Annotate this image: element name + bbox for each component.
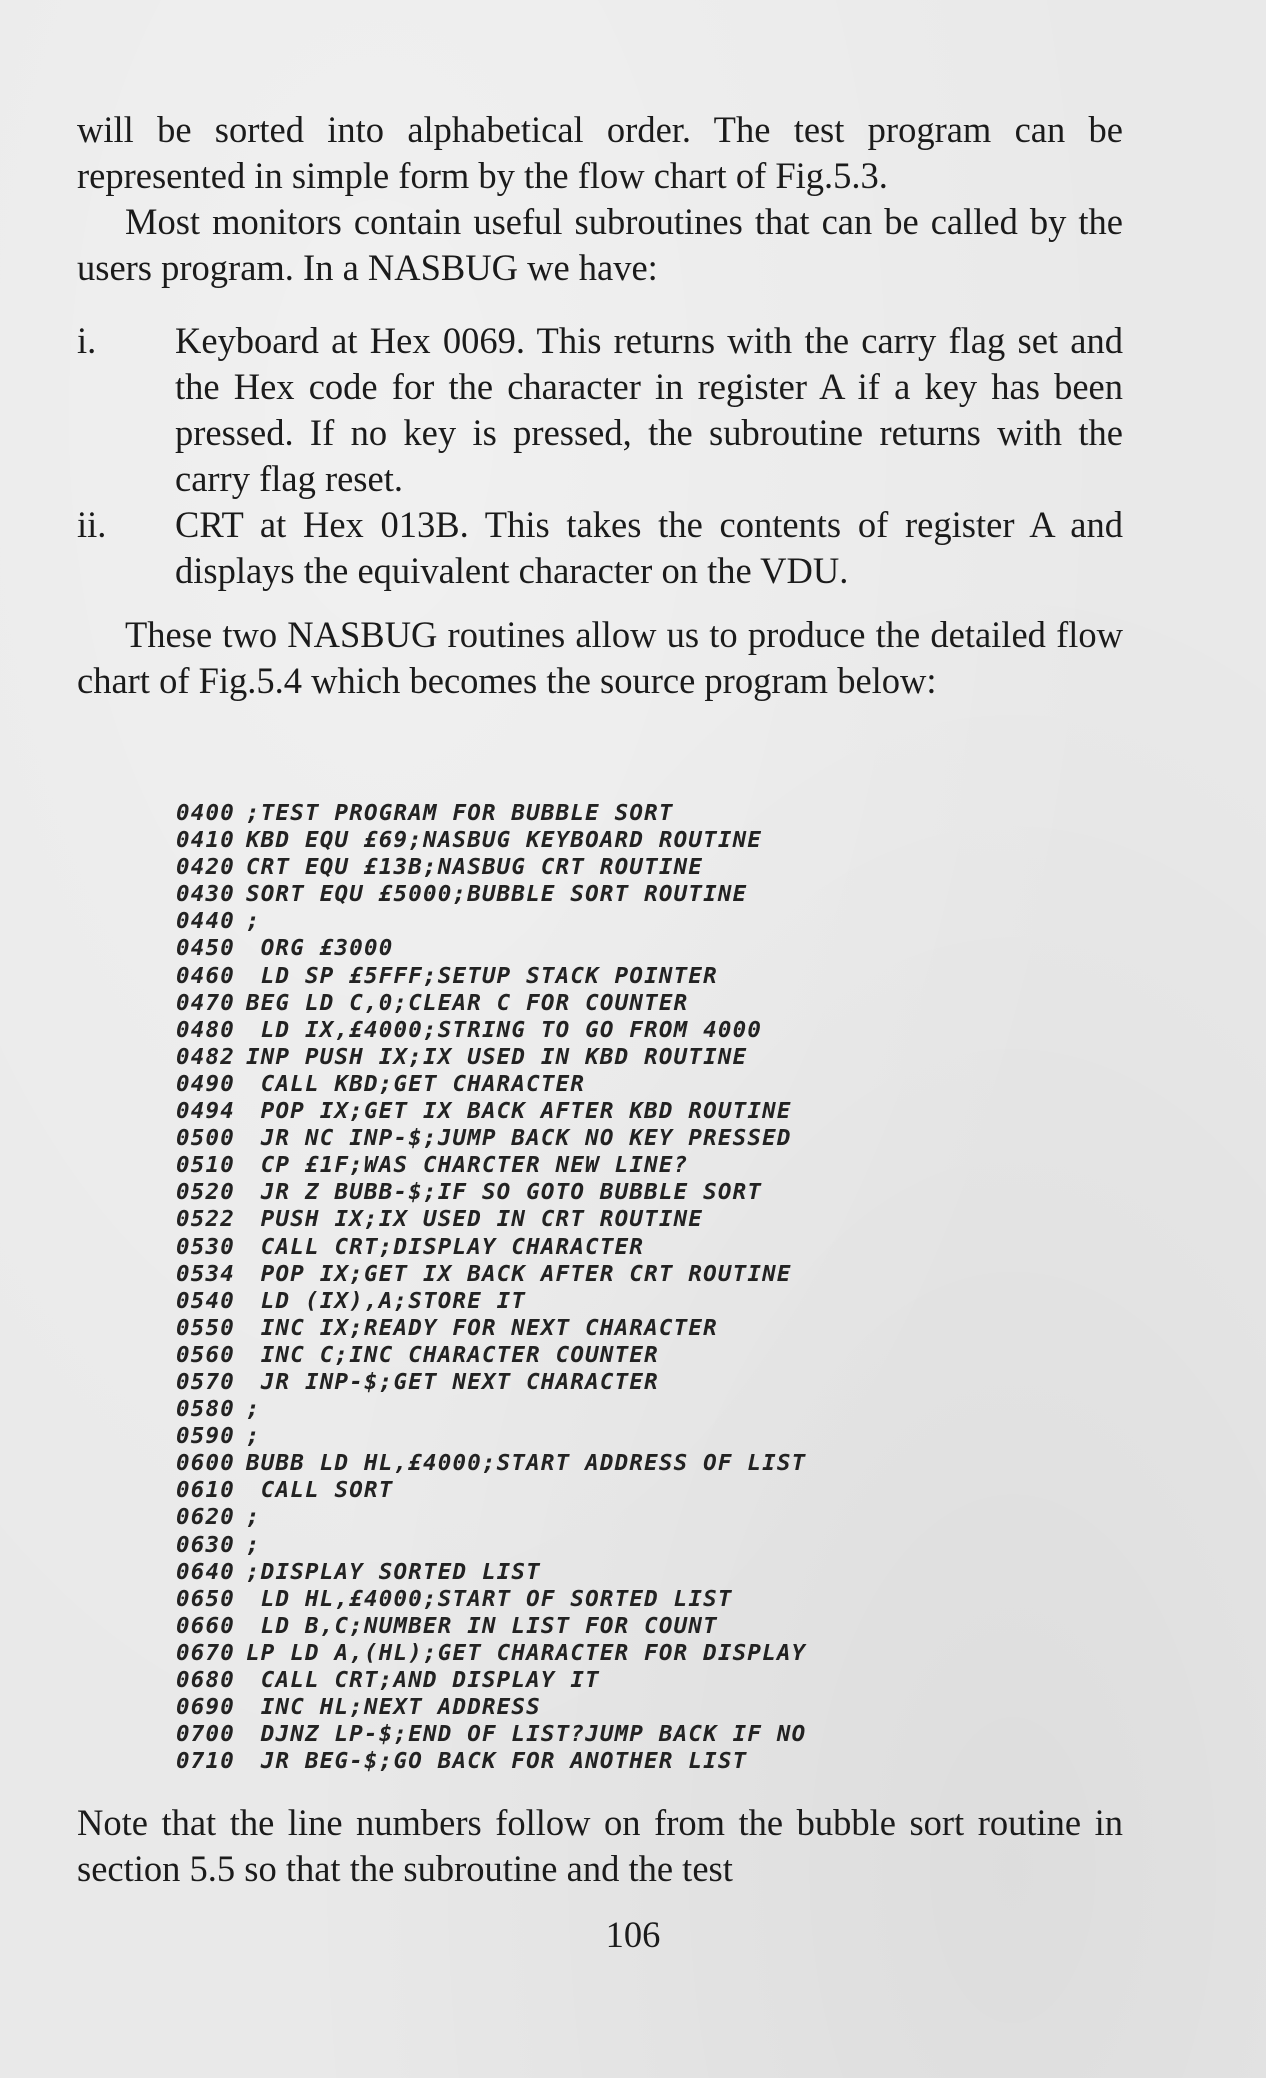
code-line (176, 1234, 1076, 1261)
code-line-text: LD SP £5FFF;SETUP STACK POINTER (246, 962, 718, 989)
code-line-number: 0630 (176, 1531, 235, 1558)
code-line (176, 1559, 1076, 1586)
code-line (176, 1694, 1076, 1721)
paragraph-nasbug-routines: These two NASBUG routines allow us to produce the detailed flow chart of Fig.5.4 which becomes the source program below: (77, 614, 1123, 701)
list-marker: i. (77, 320, 97, 361)
code-line (176, 1315, 1076, 1342)
code-line-number: 0494 (176, 1098, 235, 1125)
code-line-text: INC IX;READY FOR NEXT CHARACTER (246, 1314, 718, 1341)
code-line-text: SORT EQU £5000;BUBBLE SORT ROUTINE (246, 881, 748, 908)
code-line (176, 990, 1076, 1017)
code-line (176, 1477, 1076, 1504)
code-line-number: 0660 (176, 1612, 235, 1639)
code-line-number: 0522 (176, 1206, 235, 1233)
code-line (176, 1369, 1076, 1396)
code-line-text: CALL CRT;DISPLAY CHARACTER (246, 1233, 645, 1260)
code-line-number: 0640 (176, 1558, 235, 1585)
code-line-number: 0710 (176, 1748, 235, 1775)
code-line-number: 0520 (176, 1179, 235, 1206)
code-line-number: 0570 (176, 1368, 235, 1395)
code-line-text: ;DISPLAY SORTED LIST (246, 1558, 541, 1585)
code-line (176, 1071, 1076, 1098)
code-line-text: BEG LD C,0;CLEAR C FOR COUNTER (246, 989, 689, 1016)
code-line (176, 1179, 1076, 1206)
code-line-text: POP IX;GET IX BACK AFTER CRT ROUTINE (246, 1260, 792, 1287)
code-line-text: ; (246, 1504, 261, 1531)
code-line-number: 0620 (176, 1504, 235, 1531)
code-line-text: KBD EQU £69;NASBUG KEYBOARD ROUTINE (246, 827, 763, 854)
code-line-text: INC C;INC CHARACTER COUNTER (246, 1341, 659, 1368)
code-line-text: INC HL;NEXT ADDRESS (246, 1694, 541, 1721)
code-line-text: BUBB LD HL,£4000;START ADDRESS OF LIST (246, 1450, 807, 1477)
code-line-number: 0580 (176, 1396, 235, 1423)
code-line-number: 0690 (176, 1694, 235, 1721)
code-line-text: JR NC INP-$;JUMP BACK NO KEY PRESSED (246, 1125, 792, 1152)
code-line-text: JR Z BUBB-$;IF SO GOTO BUBBLE SORT (246, 1179, 763, 1206)
code-line-number: 0550 (176, 1314, 235, 1341)
code-line-number: 0590 (176, 1423, 235, 1450)
code-line (176, 1125, 1076, 1152)
code-line-text: ; (246, 1396, 261, 1423)
code-line (176, 1098, 1076, 1125)
code-line-number: 0490 (176, 1070, 235, 1097)
code-line (176, 1504, 1076, 1531)
code-line-number: 0470 (176, 989, 235, 1016)
code-line-text: ; (246, 1423, 261, 1450)
code-line-number: 0500 (176, 1125, 235, 1152)
code-line-text: ; (246, 908, 261, 935)
code-line-text: ;TEST PROGRAM FOR BUBBLE SORT (246, 800, 674, 826)
code-line-text: CALL CRT;AND DISPLAY IT (246, 1667, 600, 1693)
subroutine-list (77, 318, 1123, 594)
code-line (176, 1532, 1076, 1559)
code-line (176, 935, 1076, 962)
list-item-text: CRT at Hex 013B. This takes the contents of register A and displays the equivalent character on the VDU. (175, 504, 1123, 591)
code-line-number: 0560 (176, 1341, 235, 1368)
code-line (176, 1261, 1076, 1288)
code-line (176, 1396, 1076, 1423)
code-line-text: LP LD A,(HL);GET CHARACTER FOR DISPLAY (246, 1639, 807, 1666)
code-line (176, 963, 1076, 990)
code-line-number: 0400 (176, 800, 235, 826)
code-line-number: 0430 (176, 881, 235, 908)
code-line-text: INP PUSH IX;IX USED IN KBD ROUTINE (246, 1043, 748, 1070)
code-line-text: PUSH IX;IX USED IN CRT ROUTINE (246, 1206, 704, 1233)
code-line-number: 0482 (176, 1043, 235, 1070)
code-line-number: 0460 (176, 962, 235, 989)
code-line (176, 1342, 1076, 1369)
code-line (176, 1017, 1076, 1044)
code-line-number: 0540 (176, 1287, 235, 1314)
code-line-number: 0680 (176, 1667, 235, 1693)
code-line-text: JR INP-$;GET NEXT CHARACTER (246, 1368, 659, 1395)
page-number: 106 (605, 1914, 661, 1955)
code-line-number: 0534 (176, 1260, 235, 1287)
code-line-number: 0510 (176, 1152, 235, 1179)
code-line-text: CALL SORT (246, 1477, 394, 1504)
code-line-text: DJNZ LP-$;END OF LIST?JUMP BACK IF NO (246, 1721, 807, 1748)
list-item-crt (77, 502, 1123, 594)
code-line-text: CALL KBD;GET CHARACTER (246, 1070, 586, 1097)
code-line (176, 908, 1076, 935)
code-line-text: LD B,C;NUMBER IN LIST FOR COUNT (246, 1612, 718, 1639)
code-line-number: 0600 (176, 1450, 235, 1477)
paragraph-intro: will be sorted into alphabetical order. The test program can be represented in simple form by the flow chart of Fig.5.3. (77, 109, 1123, 196)
code-line-text: ; (246, 1531, 261, 1558)
code-line-number: 0610 (176, 1477, 235, 1504)
paragraph-monitors: Most monitors contain useful subroutines that can be called by the users program. In a NASBUG we have: (77, 201, 1123, 288)
code-line-text: CP £1F;WAS CHARCTER NEW LINE? (246, 1152, 689, 1179)
code-line-text: POP IX;GET IX BACK AFTER KBD ROUTINE (246, 1098, 792, 1125)
source-code-listing (176, 800, 1076, 1775)
code-line (176, 1721, 1076, 1748)
code-line (176, 800, 1076, 827)
code-line (176, 1044, 1076, 1071)
code-line (176, 827, 1076, 854)
code-line (176, 1288, 1076, 1315)
code-line-number: 0480 (176, 1016, 235, 1043)
code-line (176, 1423, 1076, 1450)
code-line-number: 0440 (176, 908, 235, 935)
code-line-number: 0450 (176, 935, 235, 962)
code-line (176, 1450, 1076, 1477)
code-line (176, 881, 1076, 908)
code-line-number: 0530 (176, 1233, 235, 1260)
code-line-text: JR BEG-$;GO BACK FOR ANOTHER LIST (246, 1748, 748, 1775)
list-marker: ii. (77, 504, 107, 545)
code-line-text: CRT EQU £13B;NASBUG CRT ROUTINE (246, 854, 704, 881)
code-line-text: LD IX,£4000;STRING TO GO FROM 4000 (246, 1016, 763, 1043)
code-line-text: LD (IX),A;STORE IT (246, 1287, 527, 1314)
code-line (176, 1640, 1076, 1667)
code-line (176, 854, 1076, 881)
code-line-number: 0410 (176, 827, 235, 854)
code-line (176, 1748, 1076, 1775)
code-line (176, 1586, 1076, 1613)
paragraph-note: Note that the line numbers follow on from the bubble sort routine in section 5.5 so that the subroutine and the test (77, 1802, 1123, 1889)
code-line (176, 1613, 1076, 1640)
list-item-keyboard (77, 318, 1123, 502)
list-item-text: Keyboard at Hex 0069. This returns with the carry flag set and the Hex code for the character in register A if a key has been pressed. If no key is pressed, the subroutine returns with the carry flag reset. (175, 320, 1123, 499)
code-line (176, 1152, 1076, 1179)
code-line-number: 0420 (176, 854, 235, 881)
code-line-text: LD HL,£4000;START OF SORTED LIST (246, 1585, 733, 1612)
code-line-number: 0650 (176, 1585, 235, 1612)
code-line (176, 1667, 1076, 1694)
code-line-number: 0670 (176, 1639, 235, 1666)
code-line (176, 1206, 1076, 1233)
code-line-number: 0700 (176, 1721, 235, 1748)
code-line-text: ORG £3000 (246, 935, 394, 962)
